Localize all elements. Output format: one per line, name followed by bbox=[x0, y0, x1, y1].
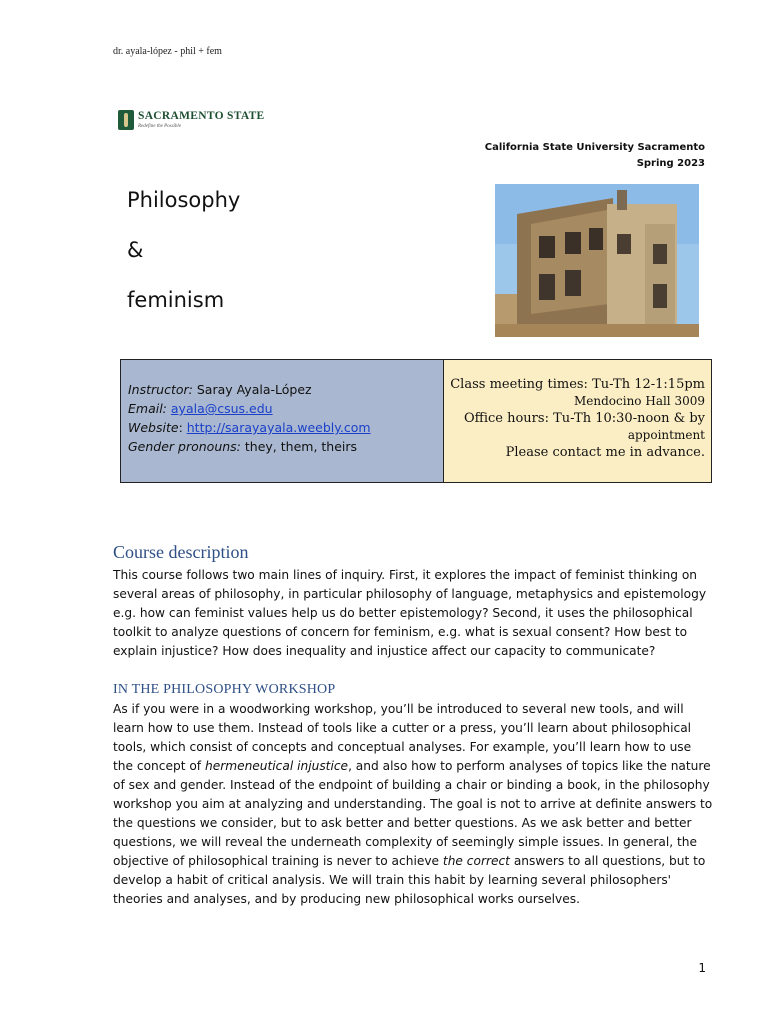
term: Spring 2023 bbox=[636, 158, 705, 169]
pronouns-value: they, them, theirs bbox=[244, 439, 358, 454]
course-title bbox=[127, 188, 240, 338]
pronouns-label: Gender pronouns: bbox=[128, 439, 241, 454]
instructor-panel bbox=[121, 360, 444, 482]
running-header: dr. ayala-lópez - phil + fem bbox=[113, 46, 222, 57]
title-line-3: feminism bbox=[127, 288, 225, 312]
instructor-label: Instructor: bbox=[128, 382, 193, 397]
title-line-2: & bbox=[127, 238, 144, 262]
title-line-1: Philosophy bbox=[127, 188, 241, 212]
website-label: Website bbox=[128, 420, 179, 435]
university-logo bbox=[118, 110, 265, 130]
contact-note: Please contact me in advance. bbox=[505, 445, 705, 460]
pronouns-row bbox=[128, 437, 437, 456]
leaf-logo-icon bbox=[118, 110, 134, 130]
workshop-text-part-1: As if you were in a woodworking workshop, you’ll be introduced to several new tools, and will learn how to use them. Instead of tools like a cutter or a press, you’ll learn about philosophical tools, which consist of concepts and conceptual analyses. For example, you’ll learn how to use the concept of bbox=[113, 702, 692, 773]
workshop-text bbox=[113, 700, 713, 909]
logo-name: SACRAMENTO STATE bbox=[138, 110, 265, 123]
instructor-name: Saray Ayala-López bbox=[196, 382, 312, 397]
website-row: Website: http://sarayayala.weebly.com bbox=[128, 420, 371, 435]
office-hours-cont: appointment bbox=[627, 428, 705, 442]
course-description-text: This course follows two main lines of inquiry. First, it explores the impact of feminist thinking on several areas of philosophy, in particular philosophy of language, metaphysics and epistemology e.g. how can feminist values help us do better epistemology? Second, it uses the philosophical toolkit to analyze questions of concern for feminism, e.g. what is sexual consent? How best to explain injustice? How does inequality and injustice affect our capacity to communicate? bbox=[113, 568, 707, 658]
institution-name: California State University Sacramento bbox=[484, 142, 705, 153]
logo-tagline: Redefine the Possible bbox=[138, 123, 182, 129]
email-link[interactable]: ayala@csus.edu bbox=[170, 401, 273, 416]
class-location: Mendocino Hall 3009 bbox=[574, 394, 705, 408]
class-meeting-times: Class meeting times: Tu-Th 12-1:15pm bbox=[450, 377, 705, 392]
schedule-panel bbox=[444, 360, 711, 482]
instructor-row bbox=[128, 380, 437, 399]
course-info-box bbox=[120, 359, 712, 483]
workshop-text-part-2: , and also how to perform analyses of topics like the nature of sex and gender. Instead of the endpoint of building a chair or binding a book, in the philosophy workshop you aim at analyzing and understanding. The goal is not to arrive at definite answers to the questions we consider, but to ask better and better questions. As we ask better and better questions, we will reveal the underneath complexity of seemingly simple issues. In general, the objective of philosophical training is never to achieve bbox=[113, 759, 713, 868]
course-description-heading: Course description bbox=[113, 542, 249, 562]
office-hours: Office hours: Tu-Th 10:30-noon & by bbox=[463, 411, 705, 426]
email-row bbox=[128, 399, 437, 418]
workshop-text-part-3: answers to all questions, but to develop a habit of critical analysis. We will train this habit by learning several philosophers' theories and analyses, and by producing new philosophical works ourselves. bbox=[113, 854, 706, 906]
website-link[interactable]: http://sarayayala.weebly.com bbox=[186, 420, 371, 435]
email-label: Email: bbox=[128, 401, 167, 416]
institution-block bbox=[485, 140, 705, 172]
building-photo bbox=[495, 184, 699, 337]
workshop-heading: IN THE PHILOSOPHY WORKSHOP bbox=[113, 682, 336, 697]
workshop-emphasis-2: the correct bbox=[442, 854, 510, 868]
page-number: 1 bbox=[698, 961, 706, 975]
workshop-emphasis-1: hermeneutical injustice bbox=[204, 759, 349, 773]
